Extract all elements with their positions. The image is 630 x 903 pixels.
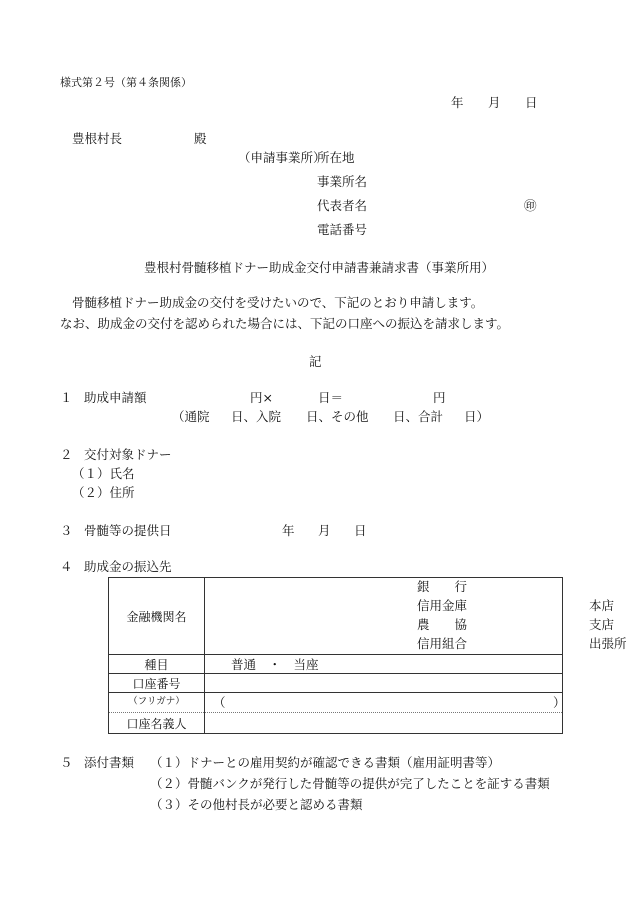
account-number-row: [109, 674, 563, 693]
furigana-label: （フリガナ）: [128, 696, 185, 707]
inst-type-shinkin: 信用金庫: [417, 598, 468, 613]
item1-total: 日、合計: [393, 409, 444, 424]
item1-inpatient: 日、入院: [231, 409, 282, 424]
item5-number: ５: [60, 755, 73, 770]
item3-label: 骨髄等の提供日: [84, 523, 172, 538]
addressee-honorific: 殿: [194, 131, 207, 146]
document-title: 豊根村骨髄移植ドナー助成金交付申請書兼請求書（事業所用）: [144, 260, 495, 275]
item1-days-equal: 日＝: [318, 390, 344, 405]
address-label: 所在地: [317, 150, 355, 165]
attachment-3: （３）その他村長が必要と認める書類: [150, 797, 363, 812]
applicant-role: （申請事業所）: [238, 150, 326, 165]
institution-label-cell: [109, 578, 205, 655]
item3-day: 日: [354, 523, 367, 538]
holder-label-cell: [109, 693, 205, 734]
item4-number: ４: [60, 559, 73, 574]
institution-label: 金融機関名: [126, 609, 187, 624]
item3-month: 月: [318, 523, 331, 538]
account-number-label: 口座番号: [132, 676, 181, 691]
account-number-input-cell[interactable]: [205, 674, 563, 693]
item2-number: ２: [60, 447, 73, 462]
item1-close: 日）: [464, 409, 490, 424]
branch-type-main: 本店: [589, 598, 615, 613]
intro-line-1: 骨髄移植ドナー助成金の交付を受けたいので、下記のとおり申請します。: [72, 295, 484, 310]
holder-row: [109, 693, 563, 734]
phone-label: 電話番号: [317, 222, 368, 237]
form-number: 様式第２号（第４条関係）: [60, 76, 192, 89]
seal-mark: ㊞: [524, 198, 537, 213]
holder-input-divider: [205, 712, 562, 713]
item3-number: ３: [60, 523, 73, 538]
account-number-label-cell: [109, 674, 205, 693]
item1-yen-times: 円×: [250, 390, 273, 405]
holder-label-divider: [109, 712, 204, 713]
item5-label: 添付書類: [84, 755, 135, 770]
inst-type-kumiai: 信用組合: [417, 636, 468, 651]
office-name-label: 事業所名: [317, 174, 368, 189]
branch-type-branch: 支店: [589, 617, 615, 632]
institution-row: [109, 578, 563, 655]
item4-label: 助成金の振込先: [84, 559, 172, 574]
furigana-paren-open: （: [213, 695, 226, 710]
institution-input-cell[interactable]: [205, 578, 627, 655]
addressee-name: 豊根村長: [72, 131, 123, 146]
item1-other: 日、その他: [306, 409, 369, 424]
holder-input-cell[interactable]: [205, 693, 566, 734]
item1-label: 助成申請額: [84, 390, 147, 405]
kind-label-cell: [109, 655, 205, 674]
item1-outpatient: （通院: [172, 409, 210, 424]
attachment-1: （１）ドナーとの雇用契約が確認できる書類（雇用証明書等）: [150, 755, 501, 770]
kind-row: [109, 655, 563, 674]
intro-line-2: なお、助成金の交付を認められた場合には、下記の口座への振込を請求します。: [60, 316, 510, 331]
representative-label: 代表者名: [317, 198, 368, 213]
attachment-2: （２）骨髄バンクが発行した骨髄等の提供が完了したことを証する書類: [150, 776, 550, 791]
donor-name-label: （１）氏名: [72, 466, 135, 481]
bank-account-table: [108, 577, 627, 734]
kind-value[interactable]: 普通 ・ 当座: [231, 657, 319, 672]
furigana-paren-close: ）: [553, 695, 566, 710]
item1-yen: 円: [433, 390, 446, 405]
donor-address-label: （２）住所: [72, 485, 135, 500]
inst-type-nokyo: 農 協: [417, 617, 468, 632]
date-day: 日: [525, 95, 538, 110]
item2-label: 交付対象ドナー: [84, 447, 172, 462]
date-month: 月: [488, 95, 501, 110]
holder-label: 口座名義人: [126, 717, 187, 731]
ki-mark: 記: [309, 354, 322, 369]
inst-type-bank: 銀 行: [417, 579, 468, 594]
kind-label: 種目: [144, 657, 169, 672]
item3-year: 年: [282, 523, 295, 538]
date-year: 年: [451, 95, 464, 110]
item1-number: １: [60, 390, 73, 405]
branch-type-office: 出張所: [589, 636, 627, 651]
kind-select-cell[interactable]: [205, 655, 563, 674]
